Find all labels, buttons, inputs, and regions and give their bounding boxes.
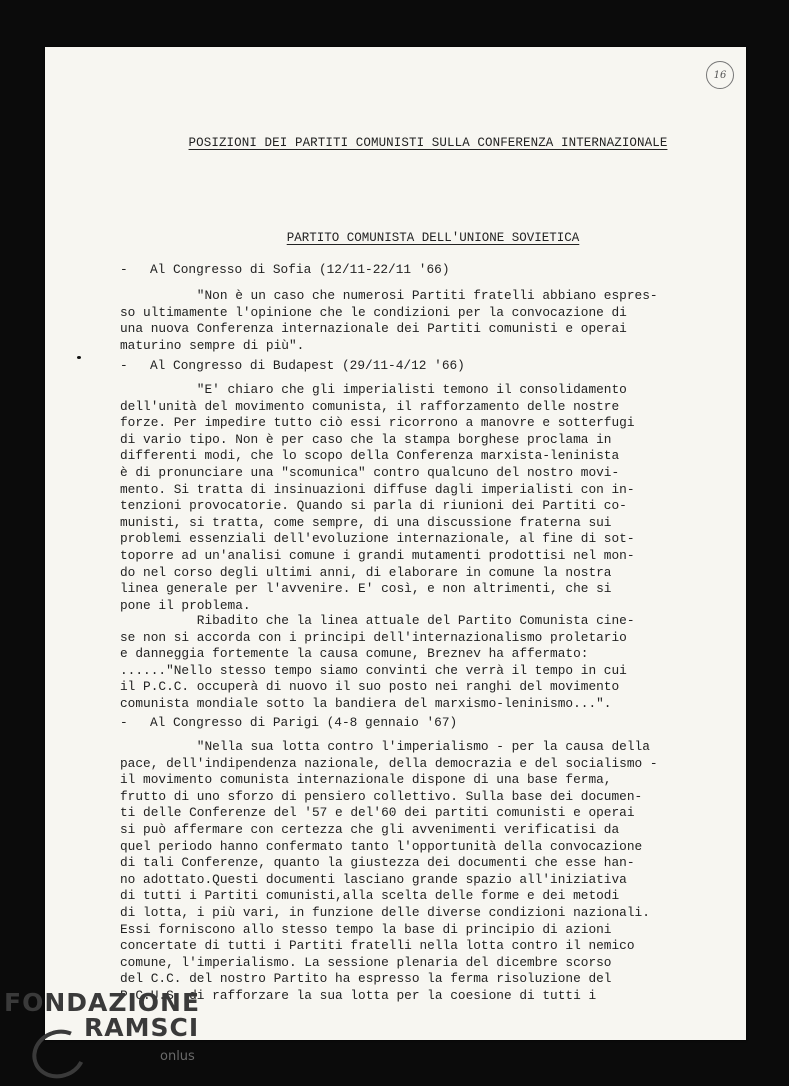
watermark-line-2: RAMSCI — [84, 1013, 200, 1042]
list-dash: - — [120, 715, 128, 730]
document-title — [45, 136, 746, 150]
page-number: 16 — [706, 61, 734, 89]
paragraph-budapest-2: Ribadito che la linea attuale del Partito Comunista cine- se non si accorda con i principi dell'internazionalismo proletario e danneggia fortemente la causa comune, Breznev ha affermato: ......"Nello stesso tempo siamo convinti che verrà il tempo in cui il P.C.C. occuperà di nuovo il suo posto nei ranghi del movimento comunista mondiale sotto la bandiera del marxismo-leninismo...". — [120, 613, 635, 711]
paragraph-parigi: "Nella sua lotta contro l'imperialismo - per la causa della pace, dell'indipendenza nazionale, della democrazia e del socialismo - il movimento comunista internazionale dispone di una base ferma, frutto di uno sforzo di pensiero collettivo. Sulla base dei documen- ti delle Conferenze del '57 e del'60 dei partiti comunisti e operai si può affermare con certezza che gli avvenimenti verificatisi da quel periodo hanno confermato tanto l'opportunità della convocazione di tali Conferenze, quanto la giustezza dei documenti che esse han- no adottato.Questi documenti lasciano grande spazio all'iniziativa di tutti i Partiti comunisti,alla scelta delle forme e dei metodi di lotta, i più vari, in funzione delle diverse condizioni nazionali. Essi forniscono allo stesso tempo la base di principio di azioni concertate di tutti i Partiti fratelli nella lotta contro il nemico comune, l'imperialismo. La sessione plenaria del dicembre scorso del C.C. del nostro Partito ha espresso la ferma risoluzione del P.C.U.S. di rafforzare la sua lotta per la coesione di tutti i — [120, 739, 658, 1003]
section-title-text: PARTITO COMUNISTA DELL'UNIONE SOVIETICA — [286, 231, 580, 245]
congress-heading-text: Al Congresso di Parigi (4-8 gennaio '67) — [150, 715, 458, 730]
congress-heading-text: Al Congresso di Budapest (29/11-4/12 '66) — [150, 358, 465, 373]
document-page — [45, 47, 746, 1040]
paragraph-budapest-1: "E' chiaro che gli imperialisti temono il consolidamento dell'unità del movimento comunista, il rafforzamento delle nostre forze. Per impedire tutto ciò essi ricorrono a manovre e sotterfugi di vario tipo. Non è per caso che la stampa borghese proclama in differenti modi, che lo scopo della Conferenza marxista-leninista è di pronunciare una "scomunica" contro qualcuno del nostro movi- mento. Si tratta di insinuazioni diffuse dagli imperialisti con in- tenzioni provocatorie. Quando si parla di riunioni dei Partiti co- munisti, si tratta, come sempre, di una discussione fraterna sui problemi essenziali dell'evoluzione internazionale, al fine di sot- toporre ad un'analisi comune i grandi mutamenti prodottisi nel mon- do nel corso degli ultimi anni, di elaborare in comune la nostra linea generale per l'avvenire. E' così, e non altrimenti, che si pone il problema. — [120, 382, 635, 613]
congress-heading-parigi — [120, 715, 457, 730]
list-dash: - — [120, 358, 128, 373]
congress-heading-budapest — [120, 358, 465, 373]
scan-speck — [77, 356, 81, 359]
watermark-onlus: onlus — [160, 1049, 195, 1064]
document-title-text: POSIZIONI DEI PARTITI COMUNISTI SULLA CONFERENZA INTERNAZIONALE — [188, 136, 668, 150]
congress-heading-text: Al Congresso di Sofia (12/11-22/11 '66) — [150, 262, 450, 277]
congress-heading-sofia — [120, 262, 450, 277]
list-dash: - — [120, 262, 128, 277]
section-title — [45, 231, 746, 245]
paragraph-sofia: "Non è un caso che numerosi Partiti fratelli abbiano espres- so ultimamente l'opinione che le condizioni per la convocazione di una nuova Conferenza internazionale dei Partiti comunisti e operai maturino sempre di più". — [120, 288, 658, 353]
watermark-line-1: FONDAZIONE — [4, 988, 201, 1017]
fondazione-gramsci-watermark — [4, 990, 200, 1040]
